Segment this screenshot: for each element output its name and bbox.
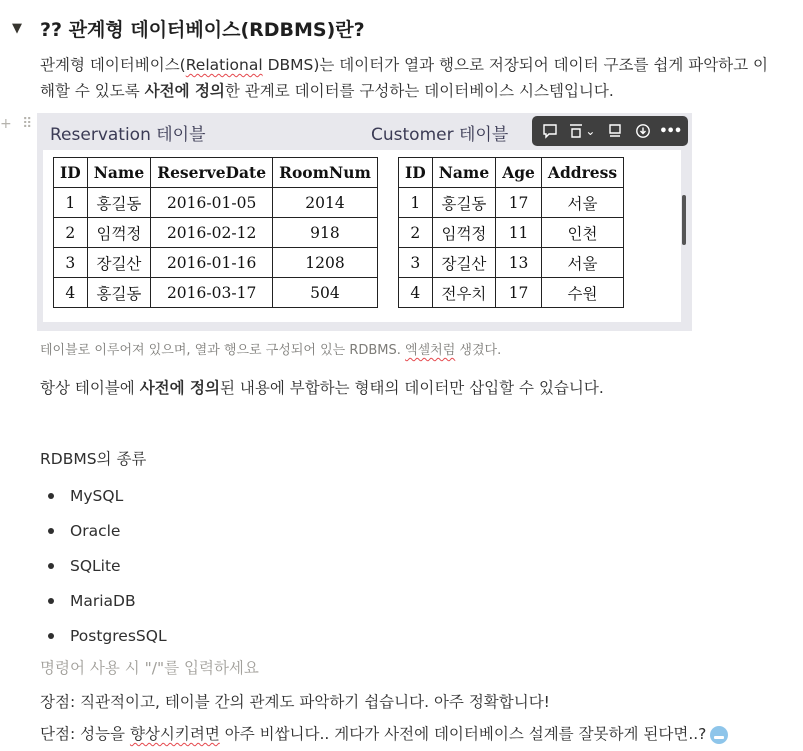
table-cell: 4: [54, 278, 88, 308]
table-cell: 13: [496, 248, 542, 278]
table-row: [54, 248, 378, 278]
table-cell: 1208: [273, 248, 378, 278]
table-row: [399, 218, 624, 248]
heading-title[interactable]: ?? 관계형 데이터베이스(RDBMS)란?: [40, 18, 365, 41]
more-icon[interactable]: •••: [659, 123, 682, 139]
block-drag-handle-icon[interactable]: + ⠿: [0, 116, 36, 132]
table-cell: 1: [54, 188, 88, 218]
reservation-caption: Reservation 테이블: [50, 125, 206, 145]
table-cell: 2016-03-17: [151, 278, 273, 308]
bullet-icon: [48, 493, 54, 499]
image-caption[interactable]: [40, 339, 501, 358]
table-cell: 장길산: [432, 248, 495, 278]
table-cell: 2: [399, 218, 433, 248]
intro-text: DBMS)는 데이터가 열과 행으로 저장되어 데이터 구조를 쉽게 파악하고 이: [262, 56, 769, 74]
paragraph-text: 된 내용에 부합하는 형태의 데이터만 삽입할 수 있습니다.: [219, 379, 604, 397]
table-cell: 임꺽정: [87, 218, 150, 248]
paragraph-text: 단점: 성능을: [40, 725, 130, 743]
table-row: [54, 218, 378, 248]
table-header-cell: ID: [399, 158, 433, 188]
table-cell: 서울: [541, 248, 623, 278]
table-cell: 4: [399, 278, 433, 308]
image-block[interactable]: [37, 113, 692, 331]
table-header-cell: Age: [496, 158, 542, 188]
cold-face-emoji-icon: [710, 726, 728, 744]
paragraph-text: 항상 테이블에: [40, 379, 140, 397]
intro-text: 관계형 데이터베이스(: [40, 56, 186, 74]
scrollbar-thumb[interactable]: [682, 195, 686, 245]
bold-text: 사전에 정의: [144, 82, 225, 100]
table-row: [54, 188, 378, 218]
table-row: [54, 278, 378, 308]
caption-text: 생겼다.: [455, 343, 502, 358]
table-cell: 11: [496, 218, 542, 248]
paragraph-text: 아주 비쌉니다.. 게다가 사전에 데이터베이스 설계를 잘못하게 된다면..?: [219, 725, 707, 743]
section-heading: [12, 14, 365, 42]
caption-icon[interactable]: [603, 120, 627, 142]
table-cell: 17: [496, 278, 542, 308]
table-cell: 2014: [273, 188, 378, 218]
bullet-icon: [48, 528, 54, 534]
table-cell: 2016-02-12: [151, 218, 273, 248]
list-item-label: Oracle: [70, 521, 121, 540]
list-item[interactable]: [48, 618, 167, 653]
table-header-cell: RoomNum: [273, 158, 378, 188]
table-header-cell: ReserveDate: [151, 158, 273, 188]
table-row: [399, 188, 624, 218]
intro-text: 한 관계로 데이터를 구성하는 데이터베이스 시스템입니다.: [224, 82, 614, 100]
table-cell: 장길산: [87, 248, 150, 278]
empty-block-placeholder[interactable]: 명령어 사용 시 "/"를 입력하세요: [40, 659, 259, 677]
download-icon[interactable]: [631, 120, 655, 142]
table-cell: 1: [399, 188, 433, 218]
reservation-table: [53, 157, 378, 308]
spellcheck-word: 향상시키려면: [129, 725, 220, 743]
table-header-cell: Name: [87, 158, 150, 188]
table-cell: 3: [399, 248, 433, 278]
caption-text: 테이블로 이루어져 있으며, 열과 행으로 구성되어 있는 RDBMS.: [40, 343, 406, 358]
table-row: [399, 248, 624, 278]
bold-text: 사전에 정의: [139, 379, 220, 397]
table-cell: 홍길동: [87, 188, 150, 218]
list-item[interactable]: [48, 478, 167, 513]
spellcheck-word: Relational: [185, 56, 263, 74]
intro-text: 해할 수 있도록: [40, 82, 145, 100]
table-cell: 인천: [541, 218, 623, 248]
table-cell: 홍길동: [87, 278, 150, 308]
table-cell: 임꺽정: [432, 218, 495, 248]
list-item[interactable]: [48, 513, 167, 548]
constraint-paragraph[interactable]: [40, 375, 604, 401]
table-header-cell: ID: [54, 158, 88, 188]
bullet-icon: [48, 633, 54, 639]
table-cell: 홍길동: [432, 188, 495, 218]
table-cell: 서울: [541, 188, 623, 218]
list-item-label: PostgresSQL: [70, 626, 167, 645]
table-cell: 504: [273, 278, 378, 308]
customer-table: [398, 157, 624, 308]
spellcheck-word: 엑셀처럼: [405, 343, 456, 358]
comment-icon[interactable]: [538, 120, 562, 142]
align-icon[interactable]: [565, 120, 599, 142]
cons-paragraph[interactable]: [40, 721, 728, 747]
rdbms-kinds-list: [48, 478, 167, 653]
table-cell: 2016-01-16: [151, 248, 273, 278]
table-cell: 수원: [541, 278, 623, 308]
table-cell: 918: [273, 218, 378, 248]
table-header-cell: Address: [541, 158, 623, 188]
chevron-down-icon: ⌄: [585, 124, 596, 138]
toggle-triangle-icon[interactable]: ▼: [12, 20, 22, 36]
list-item[interactable]: [48, 583, 167, 618]
customer-caption: Customer 테이블: [371, 125, 509, 145]
table-cell: 전우치: [432, 278, 495, 308]
bullet-icon: [48, 598, 54, 604]
image-toolbar: [532, 116, 688, 146]
intro-paragraph[interactable]: [40, 52, 768, 104]
list-item-label: MariaDB: [70, 591, 136, 610]
kinds-title[interactable]: RDBMS의 종류: [40, 450, 147, 468]
table-row: [399, 278, 624, 308]
list-item-label: MySQL: [70, 486, 124, 505]
bullet-icon: [48, 563, 54, 569]
table-cell: 3: [54, 248, 88, 278]
table-cell: 2: [54, 218, 88, 248]
list-item[interactable]: [48, 548, 167, 583]
list-item-label: SQLite: [70, 556, 121, 575]
pros-paragraph[interactable]: 장점: 직관적이고, 테이블 간의 관계도 파악하기 쉽습니다. 아주 정확합니다!: [40, 693, 550, 711]
table-image: [43, 150, 681, 322]
table-header-cell: Name: [432, 158, 495, 188]
table-cell: 17: [496, 188, 542, 218]
table-cell: 2016-01-05: [151, 188, 273, 218]
